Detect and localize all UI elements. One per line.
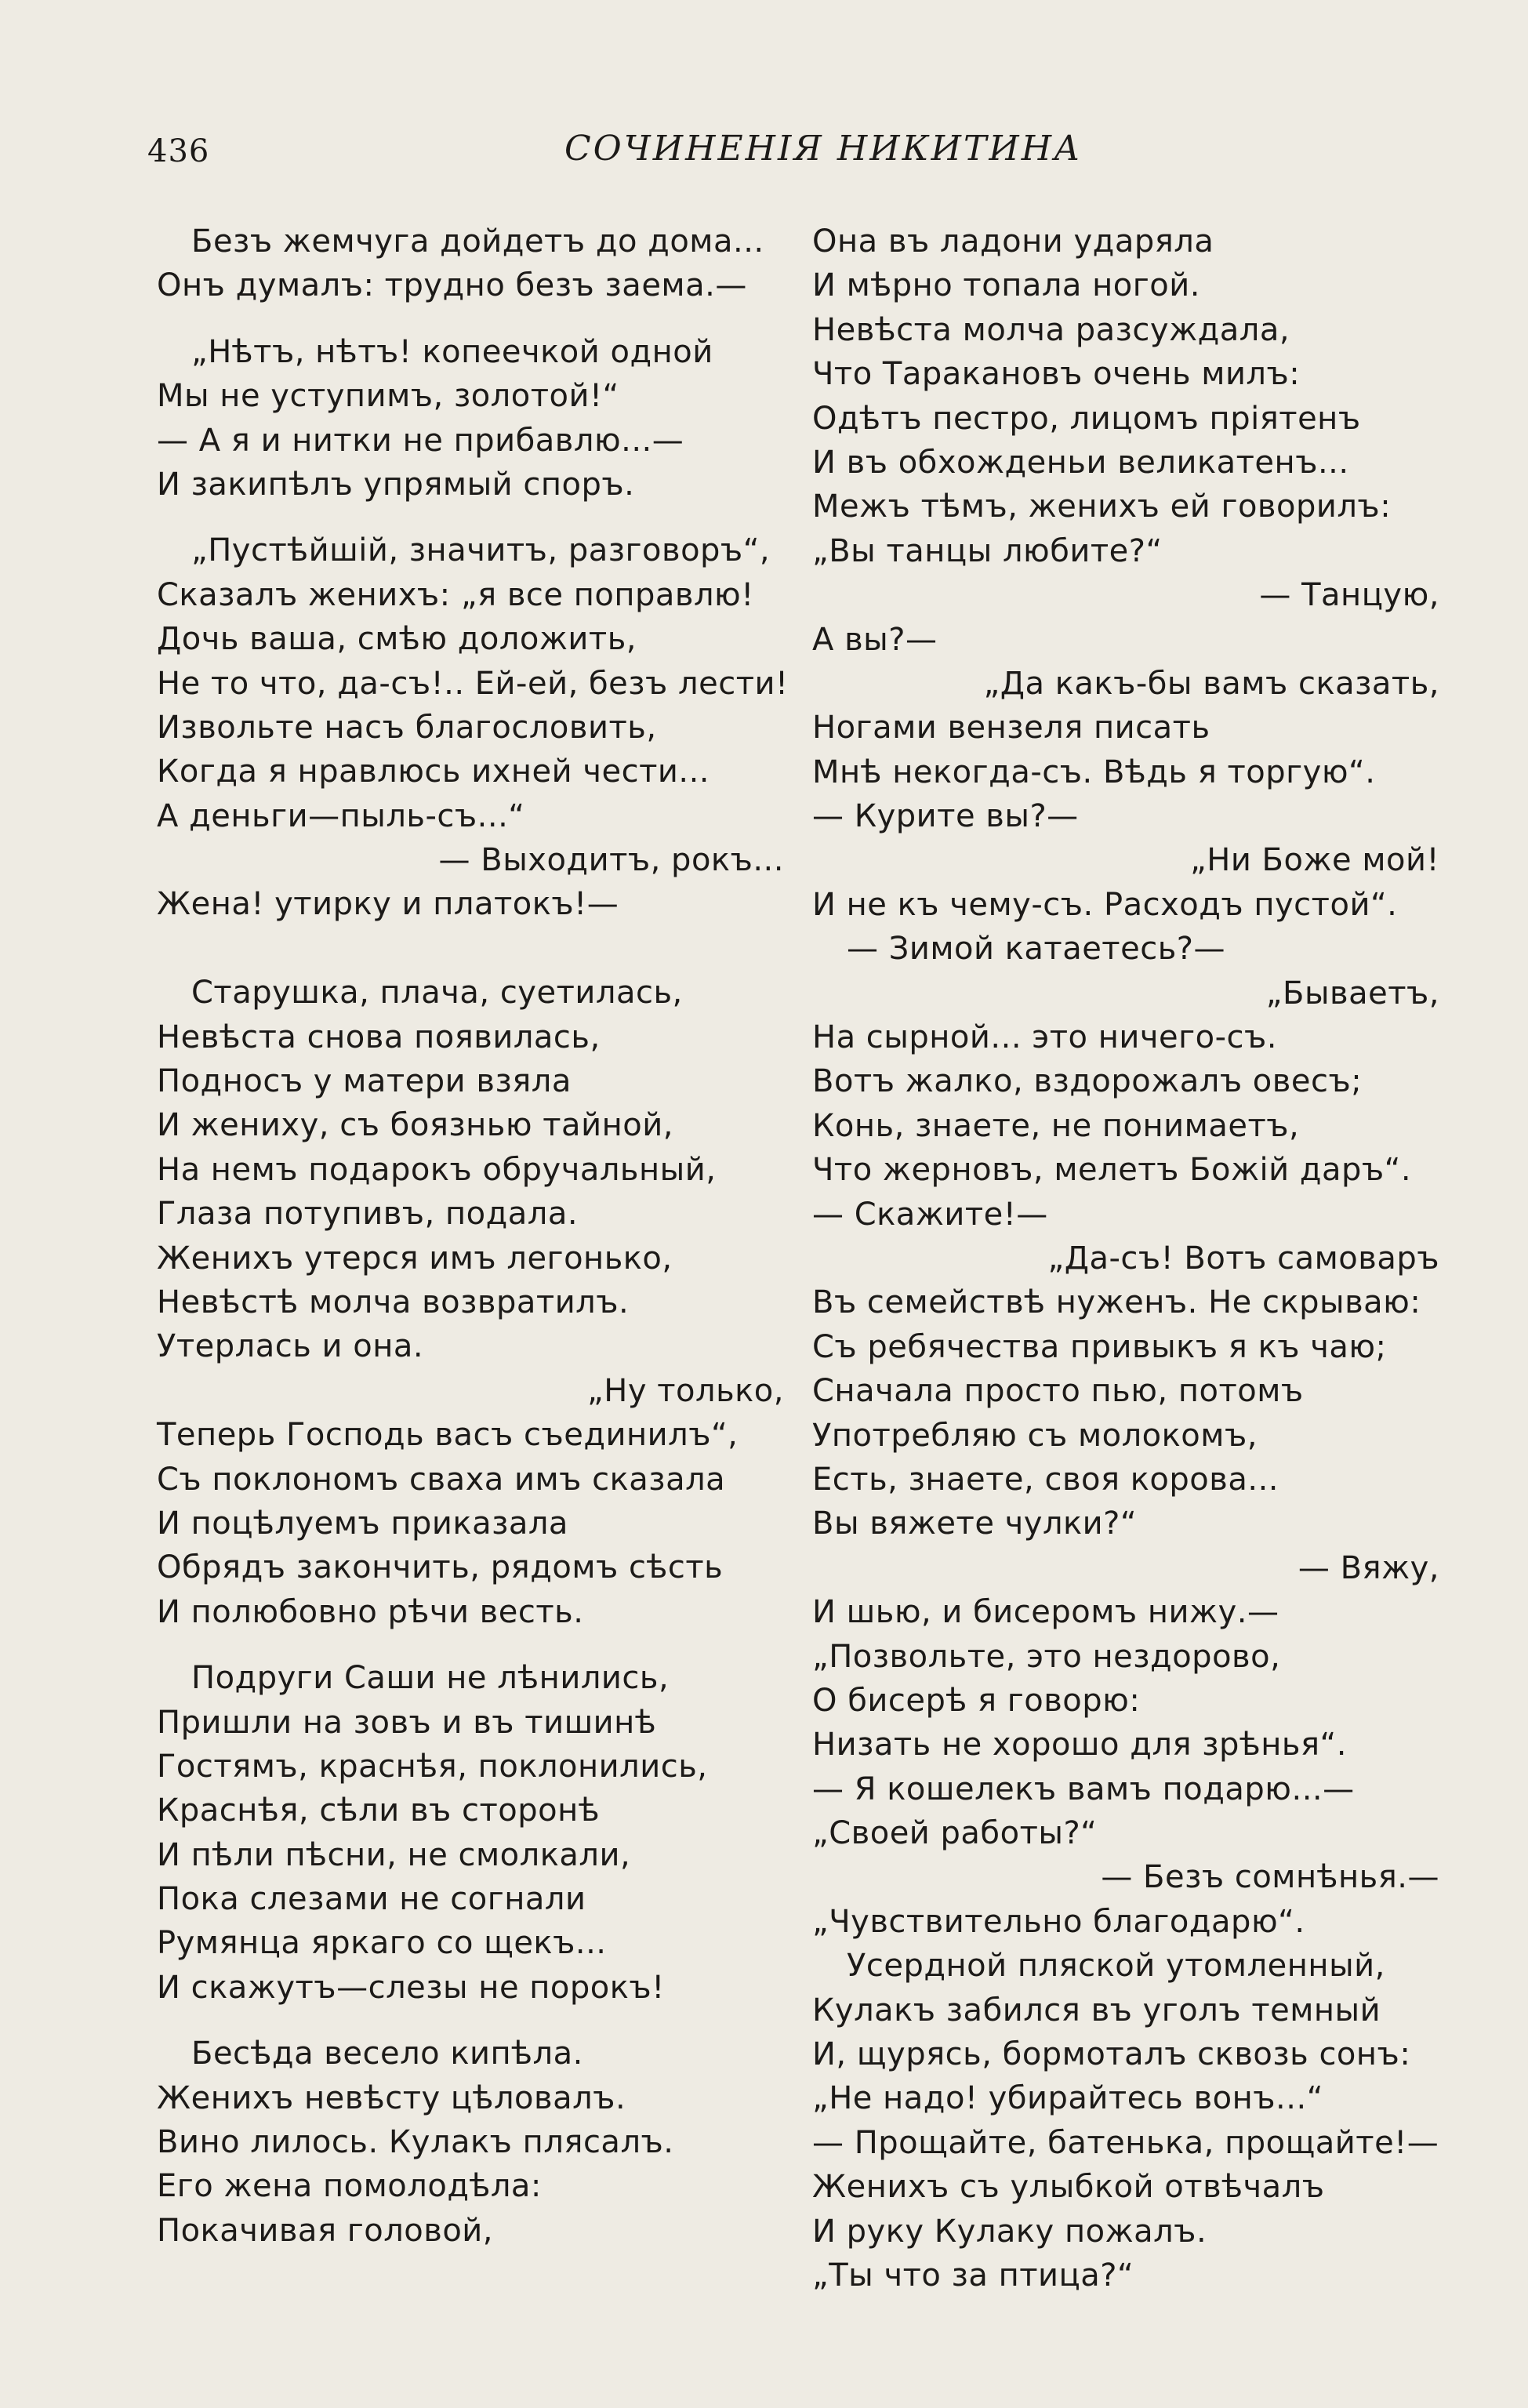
verse-line: Женихъ утерся имъ легонько, xyxy=(157,1240,673,1277)
verse-line: „Пустѣйшій, значитъ, разговоръ“, xyxy=(191,532,771,569)
verse-line: „Ты что за птица?“ xyxy=(812,2257,1134,2294)
verse-line: — Прощайте, батенька, прощайте!— xyxy=(812,2124,1439,2161)
verse-line: Что Таракановъ очень милъ: xyxy=(812,356,1301,393)
verse-line: Покачивая головой, xyxy=(157,2212,493,2249)
verse-line: И руку Кулаку пожалъ. xyxy=(812,2213,1207,2250)
verse-line: Подносъ у матери взяла xyxy=(157,1063,572,1100)
verse-line: Вы вяжете чулки?“ xyxy=(812,1505,1138,1542)
verse-line: Дочь ваша, смѣю доложить, xyxy=(157,621,637,658)
verse-line: „Чувствительно благодарю“. xyxy=(812,1903,1305,1940)
verse-line: На сырной... это ничего-съ. xyxy=(812,1019,1277,1056)
verse-line: — Зимой катаетесь?— xyxy=(847,931,1226,968)
verse-line: Одѣтъ пестро, лицомъ пріятенъ xyxy=(812,400,1361,437)
verse-line: Женихъ съ улыбкой отвѣчалъ xyxy=(812,2169,1325,2206)
verse-line: Глаза потупивъ, подала. xyxy=(157,1196,579,1233)
verse-line: „Вы танцы любите?“ xyxy=(812,532,1163,569)
verse-line: Межъ тѣмъ, женихъ ей говорилъ: xyxy=(812,489,1392,525)
verse-line: А деньги—пыль-съ...“ xyxy=(157,797,525,834)
verse-line: И закипѣлъ упрямый споръ. xyxy=(157,466,635,503)
verse-line: Женихъ невѣсту цѣловалъ. xyxy=(157,2079,626,2116)
verse-line: Въ семействѣ нуженъ. Не скрываю: xyxy=(812,1284,1421,1321)
verse-line: „Бываетъ, xyxy=(1265,975,1439,1012)
verse-line: „Да какъ-бы вамъ сказать, xyxy=(983,665,1439,702)
verse-line: Она въ ладони ударяла xyxy=(812,223,1214,260)
verse-line: Мы не уступимъ, золотой!“ xyxy=(157,378,619,415)
verse-line: Употребляю съ молокомъ, xyxy=(812,1417,1258,1454)
verse-line: Что жерновъ, мелетъ Божій даръ“. xyxy=(812,1152,1412,1189)
verse-line: Его жена помолодѣла: xyxy=(157,2168,542,2205)
running-title: СОЧИНЕНІЯ НИКИТИНА xyxy=(564,129,1083,169)
verse-line: Румянца яркаго со щекъ... xyxy=(157,1925,607,1962)
verse-line: О бисерѣ я говорю: xyxy=(812,1682,1141,1719)
verse-line: И поцѣлуемъ приказала xyxy=(157,1505,568,1542)
verse-line: И пѣли пѣсни, не смолкали, xyxy=(157,1836,631,1873)
verse-line: Есть, знаете, своя корова... xyxy=(812,1461,1279,1498)
verse-line: И полюбовно рѣчи весть. xyxy=(157,1593,584,1630)
verse-line: — Я кошелекъ вамъ подарю...— xyxy=(812,1771,1355,1807)
verse-line: Невѣста молча разсуждала, xyxy=(812,311,1290,348)
verse-line: „Не надо! убирайтесь вонъ...“ xyxy=(812,2080,1323,2117)
verse-line: Теперь Господь васъ съединилъ“, xyxy=(157,1417,739,1454)
verse-line: Не то что, да-съ!.. Ей-ей, безъ лести! xyxy=(157,665,789,702)
verse-line: Вотъ жалко, вздорожалъ овесъ; xyxy=(812,1063,1363,1100)
verse-line: А вы?— xyxy=(812,621,938,658)
verse-line: Кулакъ забился въ уголъ темный xyxy=(812,1992,1381,2028)
page-number: 436 xyxy=(147,133,210,169)
verse-line: Сначала просто пью, потомъ xyxy=(812,1373,1304,1410)
stanza-gap xyxy=(157,507,815,528)
verse-line: — Выходитъ, рокъ... xyxy=(438,842,784,879)
stanza-gap xyxy=(157,2010,815,2032)
verse-line: И шью, и бисеромъ нижу.— xyxy=(812,1594,1279,1631)
right-column xyxy=(812,220,1471,2297)
verse-line: Извольте насъ благословить, xyxy=(157,709,657,746)
verse-line: И, щурясь, бормоталъ сквозь сонъ: xyxy=(812,2036,1411,2073)
verse-line: Съ ребячества привыкъ я къ чаю; xyxy=(812,1328,1387,1365)
verse-line: — Безъ сомнѣнья.— xyxy=(1101,1859,1439,1896)
verse-line: „Позвольте, это нездорово, xyxy=(812,1638,1281,1675)
verse-line: — А я и нитки не прибавлю...— xyxy=(157,422,684,459)
verse-line: Низать не хорошо для зрѣнья“. xyxy=(812,1727,1347,1763)
verse-line: Пока слезами не согнали xyxy=(157,1881,586,1918)
verse-line: „Своей работы?“ xyxy=(812,1815,1098,1852)
verse-line: Невѣстѣ молча возвратилъ. xyxy=(157,1284,630,1320)
verse-line: И жениху, съ боязнью тайной, xyxy=(157,1107,673,1144)
verse-line: Безъ жемчуга дойдетъ до дома... xyxy=(191,223,764,260)
verse-line: Обрядъ закончить, рядомъ сѣсть xyxy=(157,1549,724,1586)
stanza-gap xyxy=(157,308,815,330)
verse-line: Жена! утирку и платокъ!— xyxy=(157,886,619,923)
verse-line: — Танцую, xyxy=(1259,577,1439,614)
verse-line: Краснѣя, сѣли въ сторонѣ xyxy=(157,1792,601,1829)
verse-line: „Да-съ! Вотъ самоваръ xyxy=(1047,1240,1439,1277)
verse-line: И мѣрно топала ногой. xyxy=(812,267,1200,304)
verse-line: Вино лилось. Кулакъ плясалъ. xyxy=(157,2124,674,2161)
verse-line: „Нѣтъ, нѣтъ! копеечкой одной xyxy=(191,333,713,370)
verse-line: На немъ подарокъ обручальный, xyxy=(157,1151,717,1188)
verse-line: Бесѣда весело кипѣла. xyxy=(191,2036,583,2072)
verse-line: И не къ чему-съ. Расходъ пустой“. xyxy=(812,886,1398,923)
verse-line: — Курите вы?— xyxy=(812,798,1079,835)
verse-line: Гостямъ, краснѣя, поклонились, xyxy=(157,1748,708,1785)
verse-line: Усердной пляской утомленный, xyxy=(847,1948,1385,1985)
verse-line: Подруги Саши не лѣнились, xyxy=(191,1660,670,1697)
verse-line: „Ни Боже мой! xyxy=(1190,842,1439,879)
stanza-gap xyxy=(157,1634,815,1656)
verse-line: Сказалъ женихъ: „я все поправлю! xyxy=(157,576,754,613)
verse-line: Съ поклономъ сваха имъ сказала xyxy=(157,1461,726,1498)
verse-line: Конь, знаете, не понимаетъ, xyxy=(812,1107,1300,1144)
verse-line: — Скажите!— xyxy=(812,1196,1048,1233)
verse-line: Когда я нравлюсь ихней чести... xyxy=(157,754,710,790)
verse-line: Утерлась и она. xyxy=(157,1328,424,1365)
verse-line: Онъ думалъ: трудно безъ заема.— xyxy=(157,267,747,304)
verse-line: Пришли на зовъ и въ тишинѣ xyxy=(157,1704,657,1741)
verse-line: Мнѣ некогда-съ. Вѣдь я торгую“. xyxy=(812,754,1376,790)
stanza-gap xyxy=(157,927,815,971)
verse-line: И въ обхожденьи великатенъ... xyxy=(812,444,1349,481)
verse-line: Невѣста снова появилась, xyxy=(157,1019,601,1055)
verse-line: Ногами вензеля писать xyxy=(812,710,1210,746)
verse-line: Старушка, плача, суетилась, xyxy=(191,975,683,1012)
verse-line: „Ну только, xyxy=(587,1372,784,1409)
verse-line: — Вяжу, xyxy=(1298,1549,1439,1586)
left-column xyxy=(157,220,815,2253)
verse-line: И скажутъ—слезы не порокъ! xyxy=(157,1969,665,2006)
